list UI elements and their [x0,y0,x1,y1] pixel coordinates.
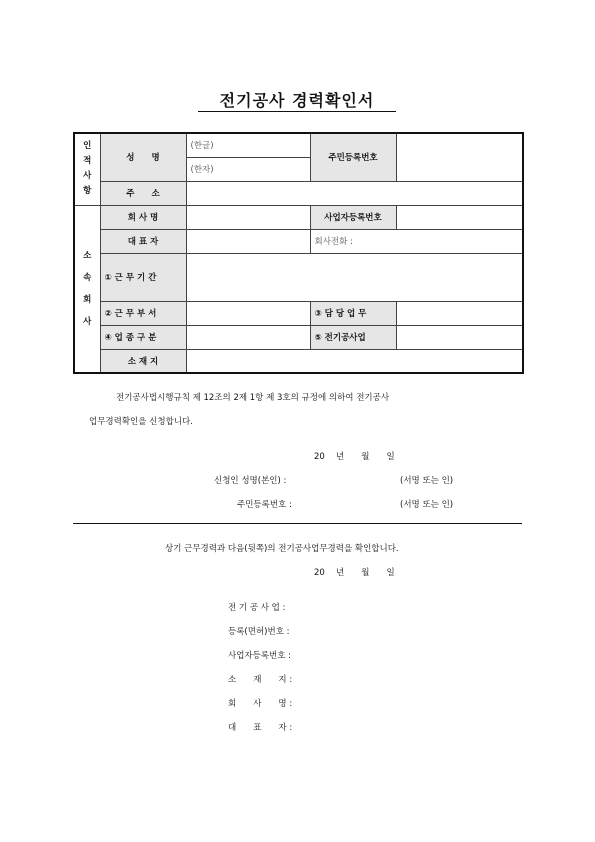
contractor-label: ⑤ 전기공사업 [310,325,396,349]
name-hanja-field[interactable]: (한자) [186,157,310,181]
address-field[interactable] [186,181,523,205]
personal-section-label: 인 적 사 항 [74,133,100,205]
location-label: 소 재 지 [100,349,186,373]
company-name-label: 회 사 명 [100,205,186,229]
department-label: ② 근 무 부 서 [100,301,186,325]
location-field[interactable] [186,349,523,373]
title-underline [198,111,396,112]
confirm-field-contractor[interactable]: 전 기 공 사 업 : [228,603,286,613]
ceo-label: 대 표 자 [100,229,186,253]
rrn-field[interactable] [396,133,523,181]
statement-line-2: 업무경력확인을 신청합니다. [89,417,193,427]
confirm-field-location[interactable]: 소 재 지 : [228,675,293,685]
business-type-field[interactable] [186,325,310,349]
name-hangul-field[interactable]: (한글) [186,133,310,157]
ceo-field[interactable] [186,229,310,253]
career-form-table [73,132,524,374]
confirm-field-business-no[interactable]: 사업자등록번호 : [228,651,292,661]
company-section-label: 소 속 회 사 [74,205,100,373]
document-title: 전기공사 경력확인서 [219,91,375,110]
work-period-label: ① 근 무 기 간 [100,253,186,301]
business-no-label: 사업자등록번호 [310,205,396,229]
company-name-field[interactable] [186,205,310,229]
address-label: 주 소 [100,181,186,205]
contractor-field[interactable] [396,325,523,349]
applicant-name-label: 신청인 성명(본인) : [214,476,287,486]
applicant-rrn-label: 주민등록번호 : [237,500,292,510]
application-date[interactable]: 20 년 월 일 [314,452,395,462]
confirm-field-ceo[interactable]: 대 표 자 : [228,723,293,733]
rrn-signature[interactable]: (서명 또는 인) [400,500,454,510]
confirmation-date[interactable]: 20 년 월 일 [314,568,395,578]
rrn-label: 주민등록번호 [310,133,396,181]
confirm-field-company-name[interactable]: 회 사 명 : [228,699,293,709]
business-type-label: ④ 업 종 구 분 [100,325,186,349]
work-period-field[interactable] [186,253,523,301]
duty-label: ③ 담 당 업 무 [310,301,396,325]
applicant-signature[interactable]: (서명 또는 인) [400,476,454,486]
company-phone-field[interactable]: 회사전화 : [310,229,523,253]
confirmation-statement: 상기 근무경력과 다음(뒷쪽)의 전기공사업무경력을 확인합니다. [165,544,399,554]
business-no-field[interactable] [396,205,523,229]
section-divider [73,523,522,524]
name-label: 성 명 [100,133,186,181]
statement-line-1: 전기공사법시행규칙 제 12조의 2제 1항 제 3호의 규정에 의하여 전기공사 [116,393,390,403]
duty-field[interactable] [396,301,523,325]
confirm-field-license-no[interactable]: 등록(면허)번호 : [228,627,290,637]
department-field[interactable] [186,301,310,325]
